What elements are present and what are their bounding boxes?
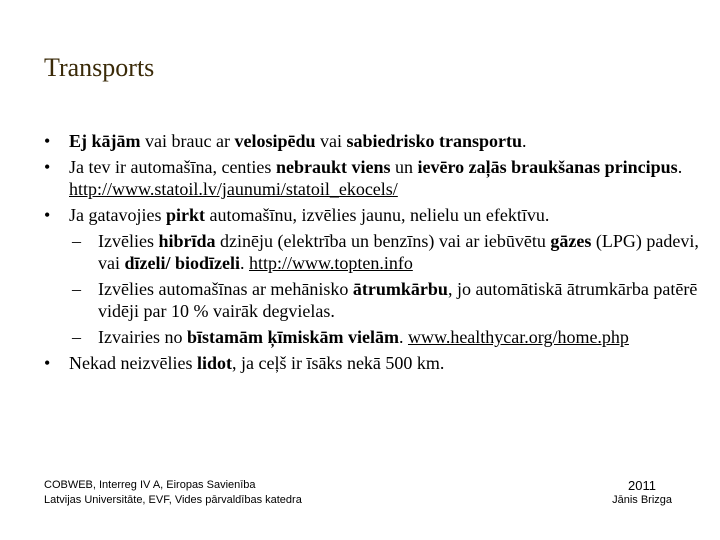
text: (LPG) padevi, vai: [98, 231, 699, 273]
bullet-marker: •: [44, 205, 51, 225]
bullet-list: [44, 130, 704, 378]
text: automašīnu, izvēlies jaunu, nelielu un efektīvu.: [205, 205, 550, 225]
text: .: [240, 253, 249, 273]
text: vai: [315, 131, 347, 151]
text: Izvairies no: [98, 327, 187, 347]
sub-item-engine: [44, 230, 704, 274]
text: .: [677, 157, 683, 177]
text: Ja gatavojies: [69, 205, 166, 225]
text: dzinēju (elektrība un benzīns) vai ar iebūvētu: [215, 231, 551, 251]
bullet-marker: •: [44, 131, 51, 151]
text: Izvēlies automašīnas ar mehānisko: [98, 279, 353, 299]
text-bold: lidot: [196, 353, 232, 373]
bullet-item-buy-car: [44, 204, 704, 226]
text: Ja tev ir automašīna, centies: [69, 157, 276, 177]
sub-item-gearbox: [44, 278, 704, 322]
dash-marker: –: [72, 231, 81, 251]
text-bold: bīstamām ķīmiskām vielām: [186, 327, 399, 347]
text-bold: pirkt: [165, 205, 205, 225]
topten-link[interactable]: http://www.topten.info: [249, 253, 413, 273]
text-bold: velosipēdu: [234, 131, 316, 151]
footer-institution: Latvijas Universitāte, EVF, Vides pārvaldības katedra: [44, 494, 302, 506]
text: .: [398, 327, 408, 347]
footer-right: [612, 478, 672, 508]
bullet-item-fly: [44, 352, 704, 374]
slide-title: Transports: [44, 53, 155, 82]
text-bold: dīzeli/ biodīzeli: [124, 253, 240, 273]
text: Izvēlies: [98, 231, 159, 251]
footer-author: Jānis Brizga: [612, 494, 672, 506]
text: Nekad neizvēlies: [69, 353, 197, 373]
text-bold: sabiedrisko transportu: [346, 131, 523, 151]
text-bold: nebraukt viens: [275, 157, 391, 177]
text-bold: Ej kājām: [69, 131, 141, 151]
footer-left: [44, 478, 302, 508]
statoil-link[interactable]: http://www.statoil.lv/jaunumi/statoil_ekocels/: [69, 179, 398, 199]
text: .: [522, 131, 527, 151]
dash-marker: –: [72, 327, 81, 347]
bullet-marker: •: [44, 353, 51, 373]
bullet-marker: •: [44, 157, 51, 177]
text: , jo automātiskā ātrumkārba patērē vidēji par 10 % vairāk degvielas.: [98, 279, 698, 321]
text-bold: hibrīda: [158, 231, 216, 251]
text-bold: gāzes: [550, 231, 592, 251]
text-bold: ievēro zaļās braukšanas principus: [417, 157, 678, 177]
text: un: [390, 157, 418, 177]
footer-project: COBWEB, Interreg IV A, Eiropas Savienība: [44, 479, 256, 491]
text-bold: ātrumkārbu: [352, 279, 448, 299]
dash-marker: –: [72, 279, 81, 299]
bullet-item-walk: [44, 130, 704, 152]
text: vai brauc ar: [140, 131, 235, 151]
footer-year: 2011: [628, 478, 657, 493]
bullet-item-car: [44, 156, 704, 200]
text: , ja ceļš ir īsāks nekā 500 km.: [231, 353, 445, 373]
healthycar-link[interactable]: www.healthycar.org/home.php: [407, 327, 629, 347]
sub-item-chemicals: [44, 326, 704, 348]
